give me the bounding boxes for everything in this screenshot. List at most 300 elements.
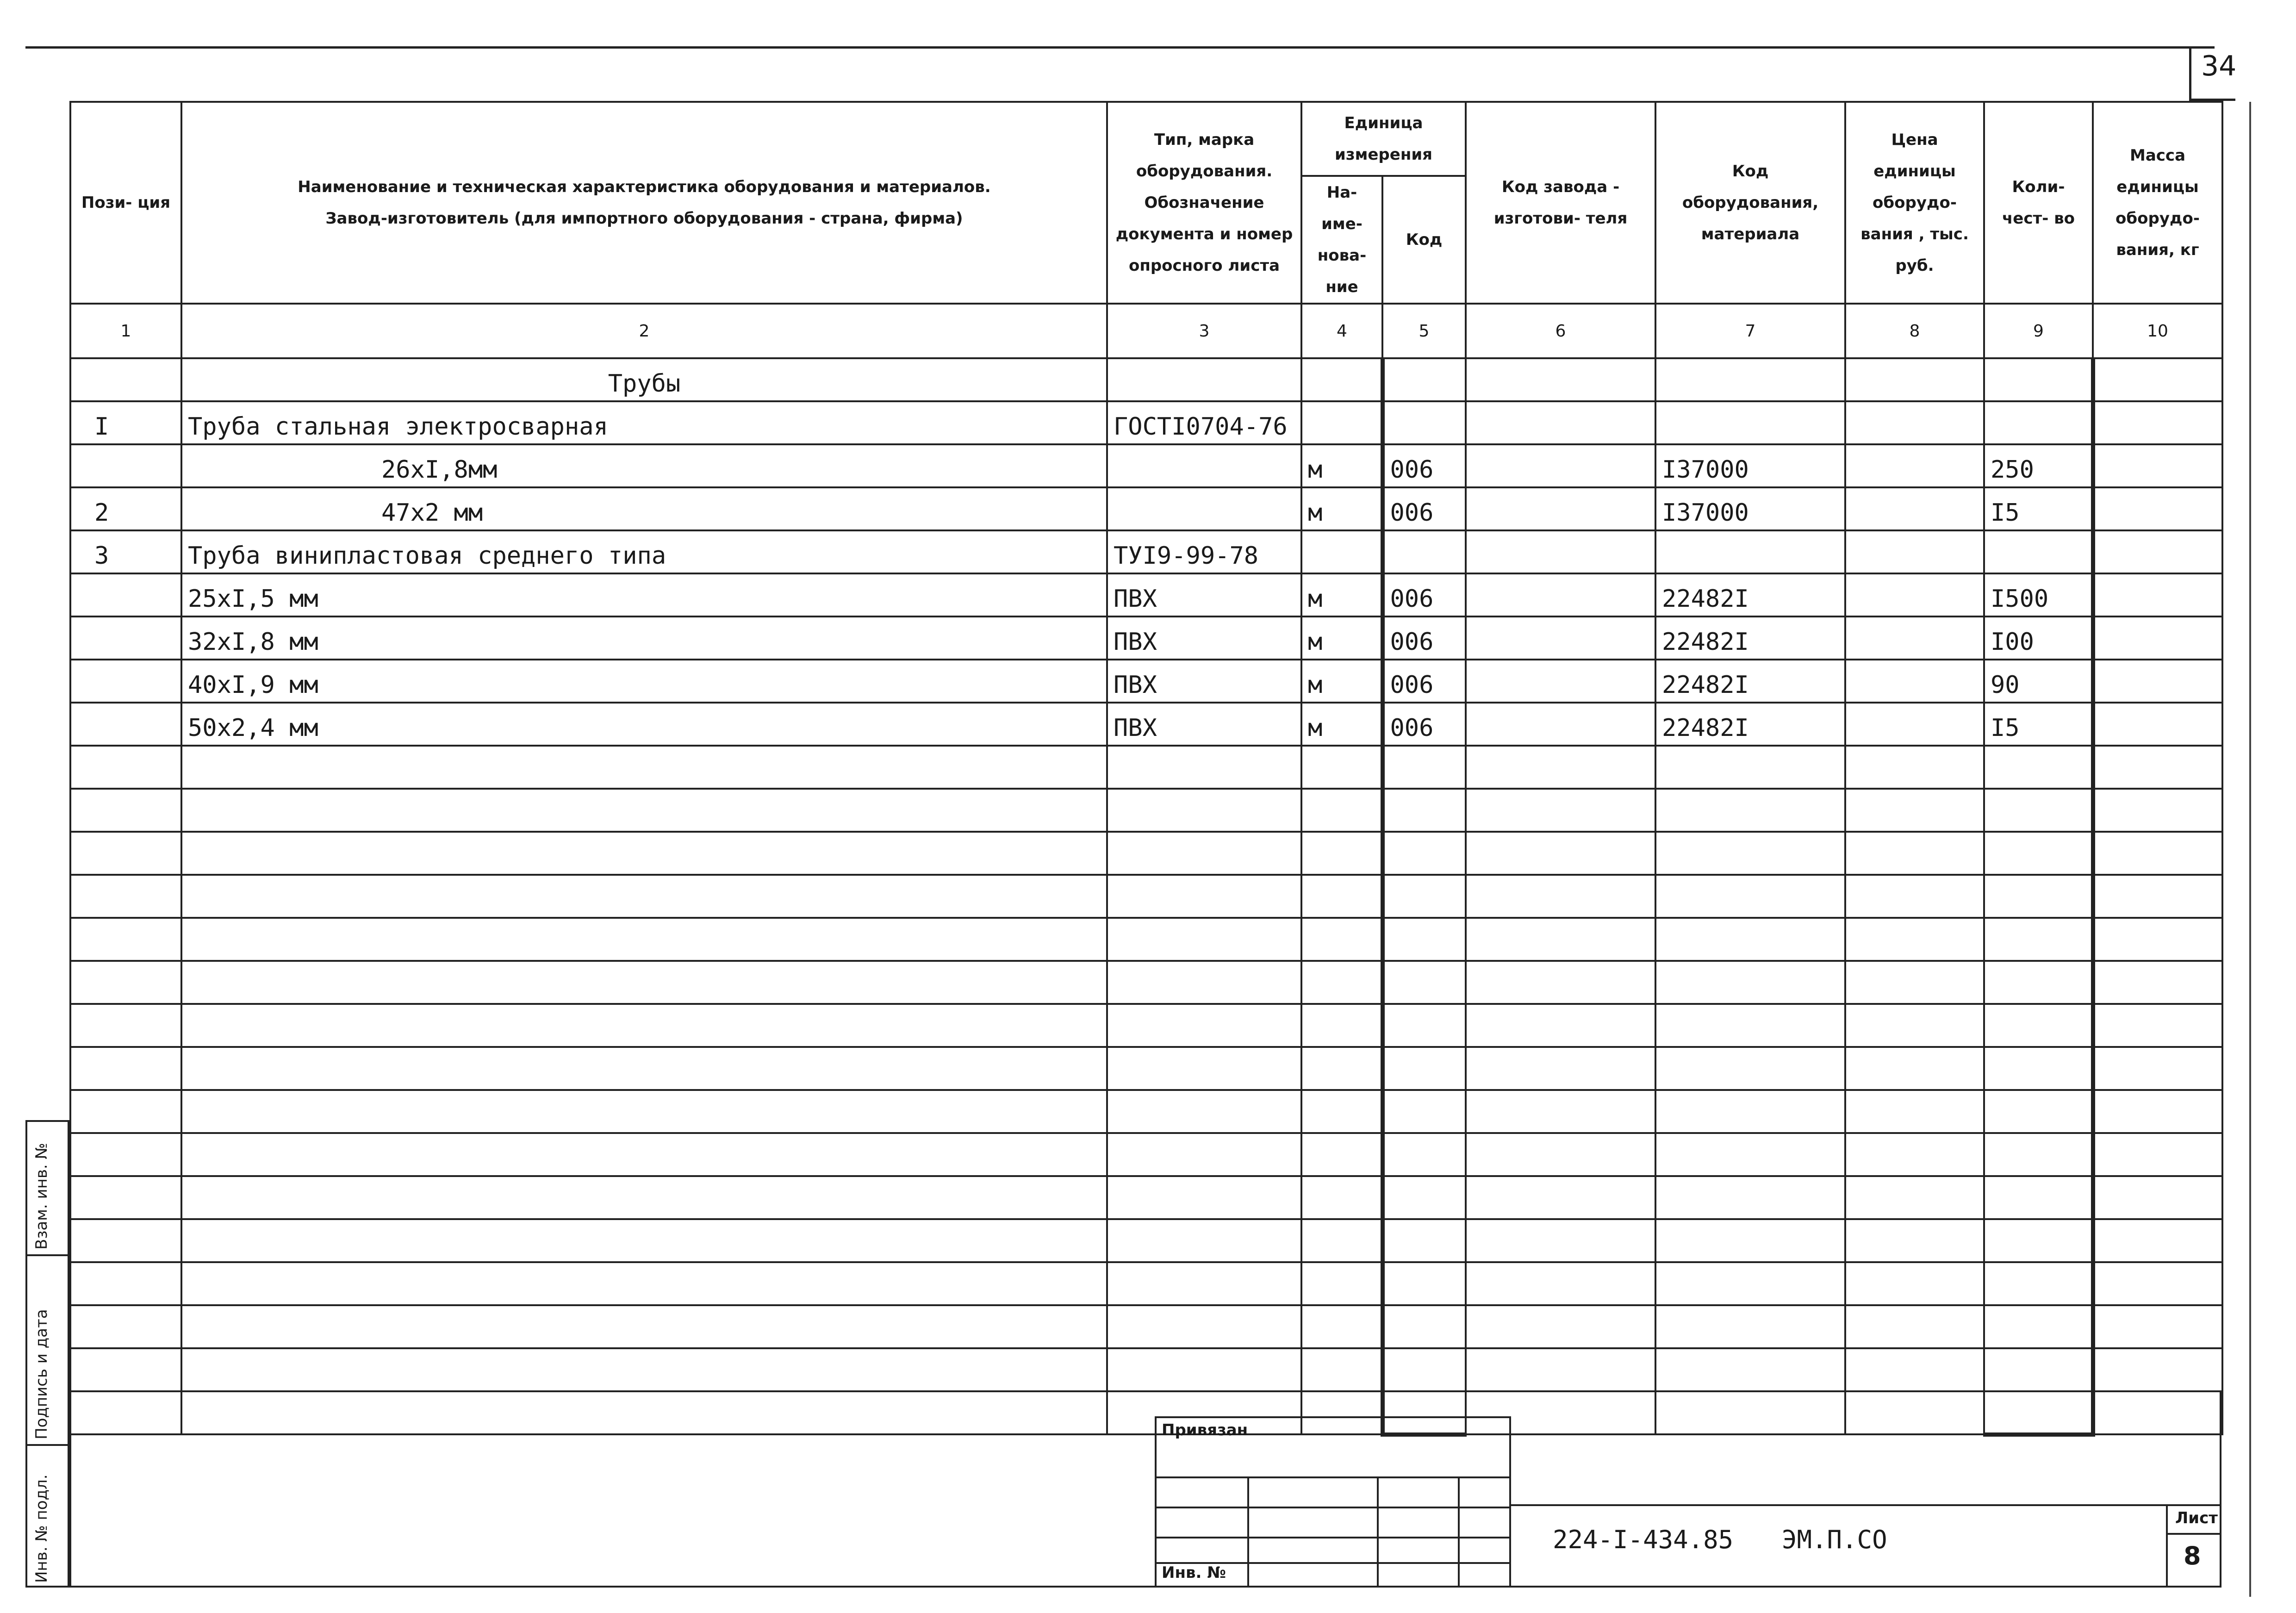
item-code-cell — [1655, 918, 1845, 961]
type-cell — [1107, 832, 1301, 875]
mass-cell — [2093, 1219, 2222, 1262]
table-row — [70, 401, 2222, 444]
price-cell — [1845, 1090, 1984, 1133]
unit-cell — [1301, 832, 1382, 875]
type-cell: ПВХ — [1107, 660, 1301, 703]
header-unit-code: Код — [1382, 176, 1466, 304]
column-number: 9 — [1984, 304, 2093, 358]
item-code-cell — [1655, 1176, 1845, 1219]
price-cell — [1845, 573, 1984, 617]
item-code-cell — [1655, 832, 1845, 875]
column-number: 10 — [2093, 304, 2222, 358]
unit-cell — [1301, 401, 1382, 444]
plant-code-cell — [1466, 703, 1655, 746]
unit-cell — [1301, 1133, 1382, 1176]
header-name — [181, 102, 1107, 304]
unit-cell — [1301, 789, 1382, 832]
item-code-cell — [1655, 530, 1845, 573]
position-cell — [70, 918, 181, 961]
position-cell — [70, 660, 181, 703]
item-code-cell — [1655, 875, 1845, 918]
empty-table-row — [70, 1348, 2222, 1391]
plant-code-cell — [1466, 1047, 1655, 1090]
mass-cell — [2093, 1090, 2222, 1133]
side-strip-label: Подпись и дата — [32, 1309, 51, 1439]
name-cell: Трубы — [181, 358, 1107, 401]
item-code-cell: 22482I — [1655, 573, 1845, 617]
name-cell — [181, 832, 1107, 875]
item-code-cell: 22482I — [1655, 617, 1845, 660]
plant-code-cell — [1466, 1348, 1655, 1391]
price-cell — [1845, 1348, 1984, 1391]
item-code-cell — [1655, 789, 1845, 832]
plant-code-cell — [1466, 1262, 1655, 1305]
plant-code-cell — [1466, 530, 1655, 573]
unit-code-cell — [1382, 1133, 1466, 1176]
unit-code-cell — [1382, 1348, 1466, 1391]
mass-cell — [2093, 1004, 2222, 1047]
plant-code-cell — [1466, 1176, 1655, 1219]
item-code-cell — [1655, 1262, 1845, 1305]
price-cell — [1845, 918, 1984, 961]
unit-cell — [1301, 358, 1382, 401]
quantity-cell — [1984, 1090, 2093, 1133]
plant-code-cell — [1466, 832, 1655, 875]
position-cell — [70, 1047, 181, 1090]
type-cell — [1107, 444, 1301, 487]
empty-table-row — [70, 1305, 2222, 1348]
item-code-cell: I37000 — [1655, 487, 1845, 530]
unit-code-cell — [1382, 1262, 1466, 1305]
position-cell: 2 — [70, 487, 181, 530]
unit-cell — [1301, 530, 1382, 573]
unit-code-cell — [1382, 961, 1466, 1004]
price-cell — [1845, 1047, 1984, 1090]
type-cell — [1107, 918, 1301, 961]
mass-cell — [2093, 961, 2222, 1004]
plant-code-cell — [1466, 918, 1655, 961]
unit-code-cell — [1382, 1047, 1466, 1090]
mass-cell — [2093, 401, 2222, 444]
quantity-cell — [1984, 875, 2093, 918]
unit-code-cell — [1382, 1219, 1466, 1262]
unit-cell — [1301, 1004, 1382, 1047]
mass-cell — [2093, 530, 2222, 573]
unit-cell: м — [1301, 660, 1382, 703]
unit-code-cell — [1382, 358, 1466, 401]
unit-code-cell — [1382, 1004, 1466, 1047]
price-cell — [1845, 1176, 1984, 1219]
mass-cell — [2093, 832, 2222, 875]
plant-code-cell — [1466, 746, 1655, 789]
top-rule — [25, 46, 2215, 49]
position-cell — [70, 1219, 181, 1262]
item-code-cell — [1655, 1348, 1845, 1391]
unit-cell: м — [1301, 487, 1382, 530]
right-edge-line — [2249, 102, 2251, 1597]
mass-cell — [2093, 444, 2222, 487]
name-cell — [181, 1090, 1107, 1133]
sheet-box-divider — [2166, 1533, 2221, 1535]
plant-code-cell — [1466, 1004, 1655, 1047]
name-cell — [181, 1305, 1107, 1348]
mass-cell — [2093, 875, 2222, 918]
side-strip-divider — [25, 1254, 69, 1256]
name-cell — [181, 1047, 1107, 1090]
unit-code-cell: 006 — [1382, 444, 1466, 487]
unit-code-cell: 006 — [1382, 703, 1466, 746]
position-cell — [70, 1090, 181, 1133]
name-cell: 40xI,9 мм — [181, 660, 1107, 703]
header-price: Цена единицы оборудо- вания , тыс. руб. — [1845, 102, 1984, 304]
empty-table-row — [70, 1090, 2222, 1133]
type-cell: ПВХ — [1107, 573, 1301, 617]
position-cell — [70, 832, 181, 875]
price-cell — [1845, 1305, 1984, 1348]
mass-cell — [2093, 1262, 2222, 1305]
position-cell — [70, 1262, 181, 1305]
header-row-1 — [70, 102, 2222, 176]
unit-cell — [1301, 1090, 1382, 1133]
name-cell — [181, 875, 1107, 918]
quantity-cell — [1984, 1262, 2093, 1305]
position-cell — [70, 1004, 181, 1047]
plant-code-cell — [1466, 487, 1655, 530]
mass-cell — [2093, 660, 2222, 703]
mass-cell — [2093, 1047, 2222, 1090]
name-cell — [181, 746, 1107, 789]
name-cell — [181, 1133, 1107, 1176]
position-cell — [70, 703, 181, 746]
quantity-cell — [1984, 918, 2093, 961]
specification-table — [69, 101, 2223, 1437]
price-cell — [1845, 961, 1984, 1004]
position-cell — [70, 746, 181, 789]
item-code-cell — [1655, 1004, 1845, 1047]
name-cell — [181, 1219, 1107, 1262]
unit-code-cell — [1382, 401, 1466, 444]
price-cell — [1845, 1262, 1984, 1305]
type-cell — [1107, 1004, 1301, 1047]
empty-table-row — [70, 1047, 2222, 1090]
item-code-cell — [1655, 961, 1845, 1004]
table-row — [70, 573, 2222, 617]
sheet-label: Лист — [2175, 1509, 2218, 1527]
empty-table-row — [70, 789, 2222, 832]
plant-code-cell — [1466, 401, 1655, 444]
unit-cell — [1301, 875, 1382, 918]
unit-code-cell — [1382, 530, 1466, 573]
price-cell — [1845, 875, 1984, 918]
column-number-row — [70, 304, 2222, 358]
table-row — [70, 358, 2222, 401]
price-cell — [1845, 617, 1984, 660]
item-code-cell — [1655, 1090, 1845, 1133]
plant-code-cell — [1466, 1090, 1655, 1133]
price-cell — [1845, 1219, 1984, 1262]
unit-code-cell — [1382, 1305, 1466, 1348]
name-cell: 32xI,8 мм — [181, 617, 1107, 660]
type-cell — [1107, 1262, 1301, 1305]
unit-code-cell — [1382, 1176, 1466, 1219]
unit-code-cell — [1382, 746, 1466, 789]
table-row — [70, 703, 2222, 746]
unit-code-cell: 006 — [1382, 660, 1466, 703]
header-position: Пози- ция — [70, 102, 181, 304]
item-code-cell — [1655, 1133, 1845, 1176]
side-strip-divider — [25, 1444, 69, 1446]
empty-table-row — [70, 1004, 2222, 1047]
mass-cell — [2093, 358, 2222, 401]
quantity-cell — [1984, 358, 2093, 401]
header-mass: Масса единицы оборудо- вания, кг — [2093, 102, 2222, 304]
plant-code-cell — [1466, 444, 1655, 487]
quantity-cell: I5 — [1984, 487, 2093, 530]
quantity-cell — [1984, 746, 2093, 789]
unit-cell — [1301, 746, 1382, 789]
quantity-cell — [1984, 1305, 2093, 1348]
unit-cell — [1301, 961, 1382, 1004]
item-code-cell — [1655, 358, 1845, 401]
bottom-frame — [69, 1392, 2221, 1588]
name-cell — [181, 789, 1107, 832]
name-cell — [181, 1176, 1107, 1219]
position-cell — [70, 617, 181, 660]
header-name-line1: Наименование и техническая характеристика оборудования и материалов. — [298, 178, 991, 196]
table-row — [70, 617, 2222, 660]
name-cell — [181, 1004, 1107, 1047]
quantity-cell — [1984, 1004, 2093, 1047]
unit-cell — [1301, 918, 1382, 961]
mass-cell — [2093, 573, 2222, 617]
empty-table-row — [70, 918, 2222, 961]
item-code-cell — [1655, 1219, 1845, 1262]
type-cell — [1107, 1047, 1301, 1090]
unit-cell: м — [1301, 703, 1382, 746]
position-cell — [70, 1133, 181, 1176]
plant-code-cell — [1466, 1219, 1655, 1262]
table-row — [70, 530, 2222, 573]
position-cell — [70, 358, 181, 401]
column-number: 1 — [70, 304, 181, 358]
header-name-line2: Завод-изготовитель (для импортного оборудования - страна, фирма) — [325, 209, 963, 228]
stamp-inv-label: Инв. № — [1162, 1563, 1226, 1582]
header-item-code: Код оборудования, материала — [1655, 102, 1845, 304]
empty-table-row — [70, 875, 2222, 918]
name-cell: Труба винипластовая среднего типа — [181, 530, 1107, 573]
plant-code-cell — [1466, 358, 1655, 401]
quantity-cell: I5 — [1984, 703, 2093, 746]
side-strip-label: Инв. № подл. — [32, 1474, 51, 1583]
price-cell — [1845, 401, 1984, 444]
plant-code-cell — [1466, 1305, 1655, 1348]
quantity-cell — [1984, 1176, 2093, 1219]
stamp-rule — [1247, 1476, 1249, 1588]
column-number: 6 — [1466, 304, 1655, 358]
mass-cell — [2093, 703, 2222, 746]
position-cell — [70, 573, 181, 617]
unit-cell — [1301, 1305, 1382, 1348]
unit-code-cell — [1382, 918, 1466, 961]
empty-table-row — [70, 746, 2222, 789]
quantity-cell — [1984, 1348, 2093, 1391]
unit-code-cell — [1382, 832, 1466, 875]
price-cell — [1845, 832, 1984, 875]
item-code-cell — [1655, 1305, 1845, 1348]
quantity-cell — [1984, 401, 2093, 444]
column-number: 3 — [1107, 304, 1301, 358]
name-cell: 50x2,4 мм — [181, 703, 1107, 746]
title-block-rule — [1511, 1504, 2221, 1506]
type-cell — [1107, 358, 1301, 401]
price-cell — [1845, 444, 1984, 487]
mass-cell — [2093, 487, 2222, 530]
column-number: 5 — [1382, 304, 1466, 358]
plant-code-cell — [1466, 875, 1655, 918]
name-cell — [181, 1262, 1107, 1305]
price-cell — [1845, 487, 1984, 530]
unit-cell — [1301, 1348, 1382, 1391]
item-code-cell — [1655, 1047, 1845, 1090]
column-number: 2 — [181, 304, 1107, 358]
plant-code-cell — [1466, 961, 1655, 1004]
quantity-cell: 90 — [1984, 660, 2093, 703]
type-cell — [1107, 1090, 1301, 1133]
unit-code-cell — [1382, 1090, 1466, 1133]
table-row — [70, 487, 2222, 530]
position-cell — [70, 1348, 181, 1391]
unit-code-cell — [1382, 789, 1466, 832]
mass-cell — [2093, 918, 2222, 961]
item-code-cell — [1655, 401, 1845, 444]
sheet-number: 8 — [2184, 1541, 2201, 1570]
page-number: 34 — [2201, 50, 2237, 82]
item-code-cell: I37000 — [1655, 444, 1845, 487]
type-cell — [1107, 1305, 1301, 1348]
unit-cell — [1301, 1219, 1382, 1262]
header-unit-name: На- име- нова- ние — [1301, 176, 1382, 304]
position-cell — [70, 961, 181, 1004]
price-cell — [1845, 1133, 1984, 1176]
stamp-bound-label: Привязан — [1162, 1421, 1248, 1439]
unit-cell — [1301, 1262, 1382, 1305]
header-quantity: Коли- чест- во — [1984, 102, 2093, 304]
type-cell — [1107, 1219, 1301, 1262]
side-strip-label: Взам. инв. № — [32, 1143, 51, 1250]
column-number: 7 — [1655, 304, 1845, 358]
name-cell — [181, 1348, 1107, 1391]
type-cell: ГОСТI0704-76 — [1107, 401, 1301, 444]
position-cell: I — [70, 401, 181, 444]
name-cell: Труба стальная электросварная — [181, 401, 1107, 444]
item-code-cell: 22482I — [1655, 703, 1845, 746]
table-body — [70, 304, 2222, 1434]
quantity-cell — [1984, 1219, 2093, 1262]
quantity-cell — [1984, 832, 2093, 875]
header-type: Тип, марка оборудования. Обозначение документа и номер опросного листа — [1107, 102, 1301, 304]
price-cell — [1845, 746, 1984, 789]
unit-code-cell: 006 — [1382, 617, 1466, 660]
stamp-rule — [1377, 1476, 1379, 1588]
plant-code-cell — [1466, 1133, 1655, 1176]
type-cell — [1107, 789, 1301, 832]
type-cell: ПВХ — [1107, 703, 1301, 746]
plant-code-cell — [1466, 573, 1655, 617]
empty-table-row — [70, 1262, 2222, 1305]
mass-cell — [2093, 1176, 2222, 1219]
item-code-cell — [1655, 746, 1845, 789]
mass-cell — [2093, 1348, 2222, 1391]
unit-cell — [1301, 1176, 1382, 1219]
mass-cell — [2093, 617, 2222, 660]
document-code: 224-I-434.85 — [1553, 1525, 1734, 1554]
name-cell — [181, 918, 1107, 961]
position-cell: 3 — [70, 530, 181, 573]
price-cell — [1845, 530, 1984, 573]
type-cell — [1107, 487, 1301, 530]
table-row — [70, 444, 2222, 487]
unit-code-cell: 006 — [1382, 487, 1466, 530]
plant-code-cell — [1466, 617, 1655, 660]
plant-code-cell — [1466, 789, 1655, 832]
type-cell — [1107, 1176, 1301, 1219]
price-cell — [1845, 660, 1984, 703]
unit-cell: м — [1301, 573, 1382, 617]
unit-cell: м — [1301, 617, 1382, 660]
header-unit-group: Единица измерения — [1301, 102, 1466, 176]
mass-cell — [2093, 1305, 2222, 1348]
mass-cell — [2093, 746, 2222, 789]
quantity-cell: 250 — [1984, 444, 2093, 487]
name-cell: 25xI,5 мм — [181, 573, 1107, 617]
unit-cell — [1301, 1047, 1382, 1090]
type-cell — [1107, 1348, 1301, 1391]
name-cell: 26xI,8мм — [181, 444, 1107, 487]
type-cell: ПВХ — [1107, 617, 1301, 660]
empty-table-row — [70, 1133, 2222, 1176]
empty-table-row — [70, 1176, 2222, 1219]
position-cell — [70, 875, 181, 918]
header-plant-code: Код завода - изготови- теля — [1466, 102, 1655, 304]
empty-table-row — [70, 832, 2222, 875]
stamp-rule — [1458, 1476, 1460, 1588]
empty-table-row — [70, 961, 2222, 1004]
type-cell: ТУI9-99-78 — [1107, 530, 1301, 573]
document-mark: ЭМ.П.СО — [1782, 1525, 1887, 1554]
column-number: 4 — [1301, 304, 1382, 358]
table-row — [70, 660, 2222, 703]
quantity-cell: I500 — [1984, 573, 2093, 617]
quantity-cell — [1984, 1047, 2093, 1090]
position-cell — [70, 789, 181, 832]
price-cell — [1845, 789, 1984, 832]
name-cell — [181, 961, 1107, 1004]
mass-cell — [2093, 1133, 2222, 1176]
mass-cell — [2093, 789, 2222, 832]
unit-code-cell: 006 — [1382, 573, 1466, 617]
type-cell — [1107, 1133, 1301, 1176]
quantity-cell — [1984, 1133, 2093, 1176]
price-cell — [1845, 1004, 1984, 1047]
quantity-cell — [1984, 961, 2093, 1004]
position-cell — [70, 444, 181, 487]
position-cell — [70, 1176, 181, 1219]
unit-code-cell — [1382, 875, 1466, 918]
quantity-cell: I00 — [1984, 617, 2093, 660]
type-cell — [1107, 875, 1301, 918]
quantity-cell — [1984, 789, 2093, 832]
price-cell — [1845, 358, 1984, 401]
